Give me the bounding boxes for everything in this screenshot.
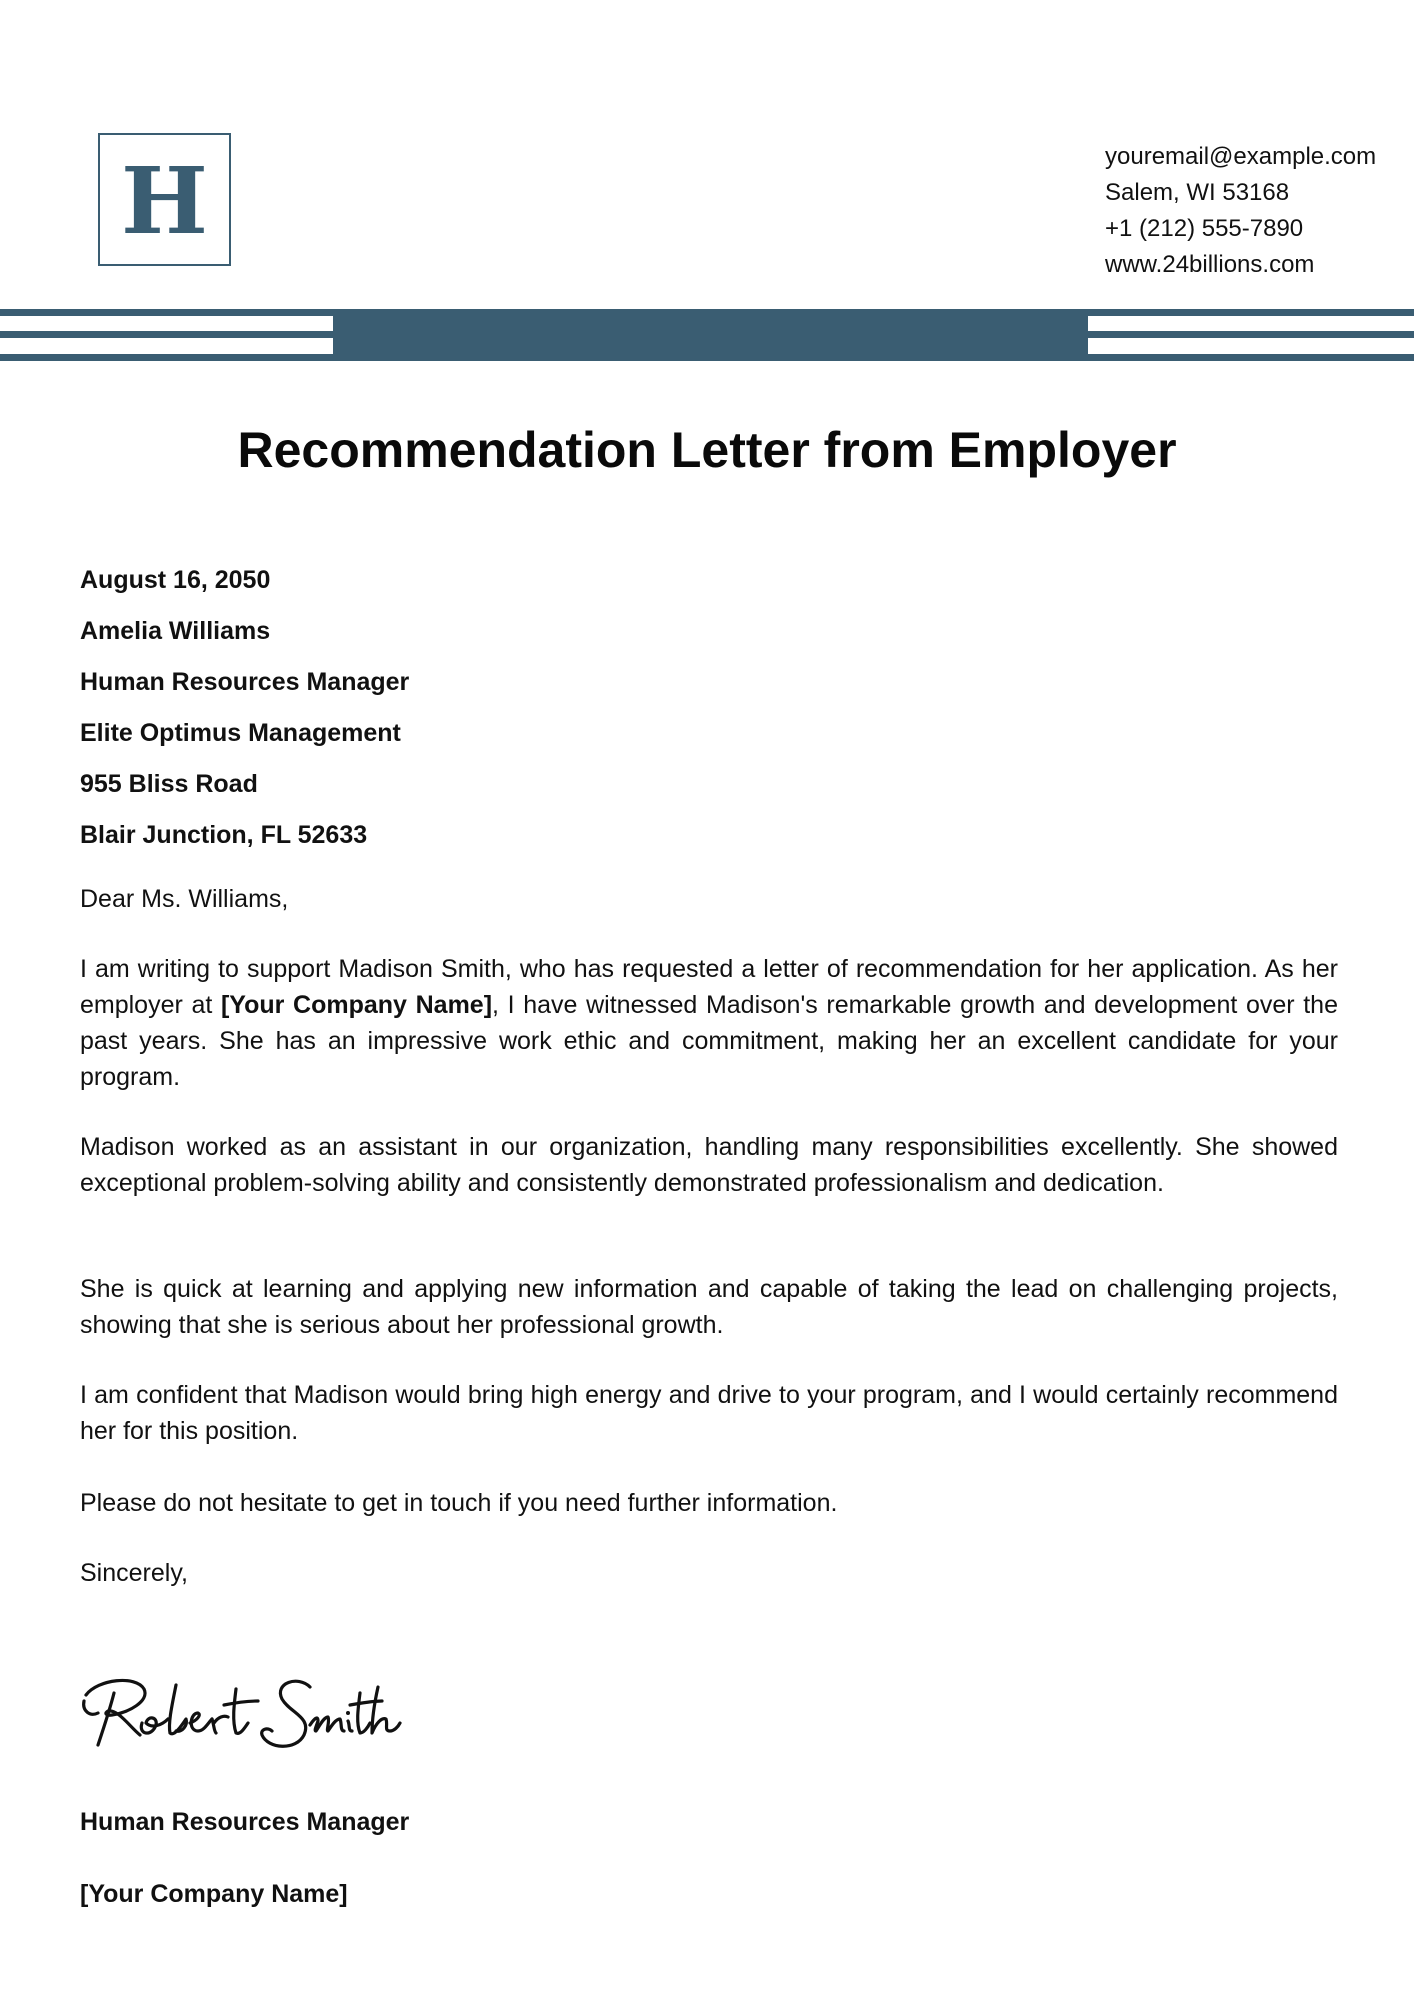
contact-email: youremail@example.com bbox=[1105, 143, 1377, 170]
signature-image bbox=[78, 1665, 408, 1765]
paragraph-3: She is quick at learning and applying new information and capable of taking the lead on challenging projects, showing that she is serious about her professional growth. bbox=[80, 1275, 1338, 1339]
paragraph-1 bbox=[80, 951, 1338, 1095]
page-title: Recommendation Letter from Employer bbox=[237, 422, 1177, 478]
contact-phone: +1 (212) 555-7890 bbox=[1105, 215, 1304, 242]
recipient-street: 955 Bliss Road bbox=[80, 770, 258, 798]
contact-website: www.24billions.com bbox=[1105, 251, 1315, 278]
logo bbox=[98, 133, 231, 266]
logo-letter: H bbox=[121, 146, 208, 255]
salutation: Dear Ms. Williams, bbox=[80, 885, 289, 913]
signer-company: [Your Company Name] bbox=[80, 1880, 348, 1908]
recipient-position: Human Resources Manager bbox=[80, 668, 410, 696]
contact-block bbox=[1105, 139, 1376, 283]
recipient-block bbox=[80, 555, 409, 861]
header-band bbox=[0, 309, 1414, 361]
recipient-name: Amelia Williams bbox=[80, 617, 271, 645]
recipient-company: Elite Optimus Management bbox=[80, 719, 401, 747]
paragraph-2: Madison worked as an assistant in our organization, handling many responsibilities excellently. She showed exceptional problem-solving ability and consistently demonstrated professionalism and dedication. bbox=[80, 1133, 1338, 1197]
paragraph-4: I am confident that Madison would bring high energy and drive to your program, and I would certainly recommend her for this position. bbox=[80, 1381, 1338, 1445]
company-placeholder: [Your Company Name] bbox=[220, 991, 493, 1019]
paragraph-1-text: I am writing to support Madison Smith, who has requested a letter of recommendation for her application. As her employer at bbox=[80, 955, 1338, 1019]
recipient-city: Blair Junction, FL 52633 bbox=[80, 821, 368, 849]
contact-city: Salem, WI 53168 bbox=[1105, 179, 1290, 206]
signer-title: Human Resources Manager bbox=[80, 1808, 410, 1836]
closing: Sincerely, bbox=[80, 1559, 188, 1587]
band-center-block bbox=[333, 309, 1088, 361]
signature-dot bbox=[346, 1711, 350, 1715]
letter-date: August 16, 2050 bbox=[80, 566, 271, 594]
paragraph-5: Please do not hesitate to get in touch if you need further information. bbox=[80, 1489, 838, 1517]
paragraph-1-text-cont: , I have witnessed Madison's remarkable growth and development over the past years. She has an impressive work ethic and commitment, making her an excellent candidate for your program. bbox=[80, 991, 1338, 1091]
